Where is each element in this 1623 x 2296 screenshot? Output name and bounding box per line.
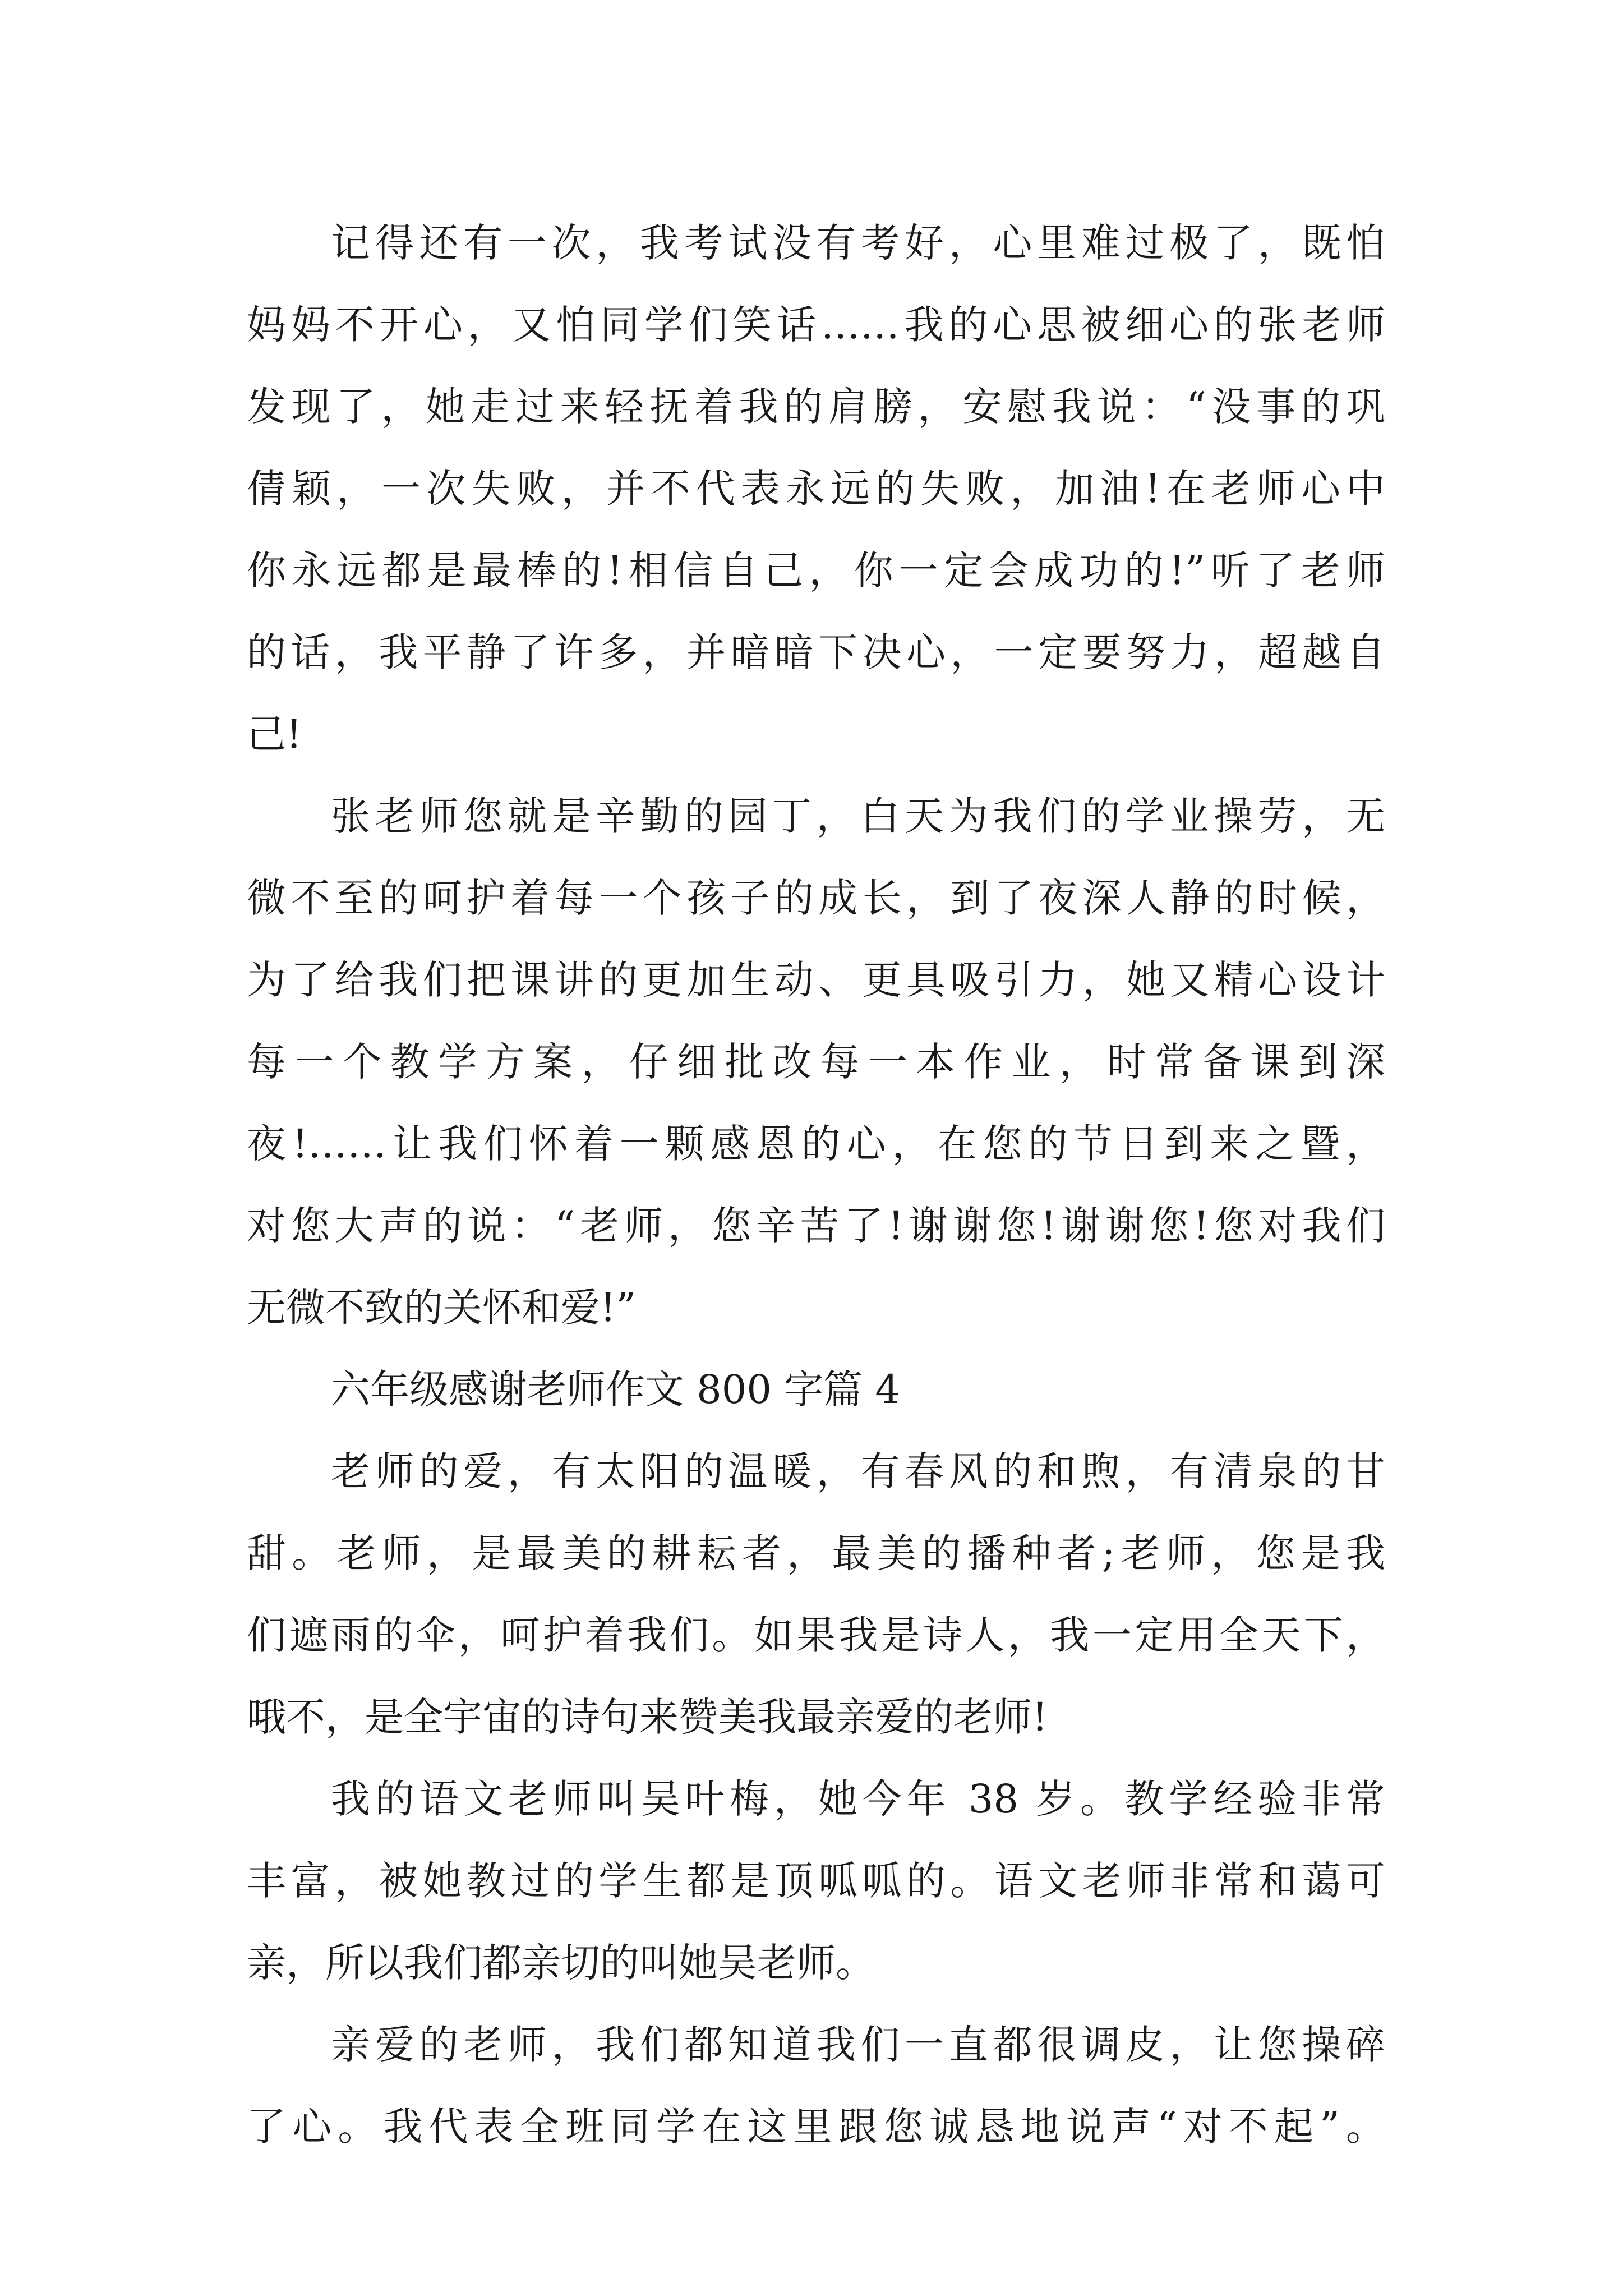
heading-text: 六年级感谢老师作文 800 字篇 4 <box>331 1366 900 1412</box>
text-line: 夜!……让我们怀着一颗感恩的心，在您的节日到来之暨， <box>247 1121 1385 1167</box>
paragraph-4 <box>247 1758 1385 2004</box>
paragraph-1 <box>247 202 1385 775</box>
text-line: 己! <box>247 711 302 757</box>
text-line: 倩颖，一次失败，并不代表永远的失败，加油!在老师心中 <box>247 466 1385 512</box>
text-line: 每一个教学方案，仔细批改每一本作业，时常备课到深 <box>247 1039 1385 1085</box>
document-body <box>247 202 1385 2168</box>
section-heading <box>247 1349 1385 1430</box>
text-line: 你永远都是最棒的!相信自己，你一定会成功的!”听了老师 <box>247 547 1385 593</box>
text-line: 甜。老师，是最美的耕耘者，最美的播种者;老师，您是我 <box>247 1530 1385 1576</box>
text-line: 了心。我代表全班同学在这里跟您诚恳地说声“对不起”。 <box>247 2104 1385 2150</box>
paragraph-2 <box>247 775 1385 1349</box>
paragraph-3 <box>247 1430 1385 1758</box>
text-line: 的话，我平静了许多，并暗暗下决心，一定要努力，超越自 <box>247 629 1385 675</box>
text-line: 哦不，是全宇宙的诗句来赞美我最亲爱的老师! <box>247 1694 1048 1740</box>
text-line: 微不至的呵护着每一个孩子的成长，到了夜深人静的时候， <box>247 875 1385 921</box>
text-line: 张老师您就是辛勤的园丁，白天为我们的学业操劳，无 <box>331 793 1385 839</box>
text-line: 无微不致的关怀和爱!” <box>247 1285 636 1331</box>
text-line: 们遮雨的伞，呵护着我们。如果我是诗人，我一定用全天下， <box>247 1612 1385 1658</box>
text-line: 发现了，她走过来轻抚着我的肩膀，安慰我说：“没事的巩 <box>247 384 1385 430</box>
text-line: 记得还有一次，我考试没有考好，心里难过极了，既怕 <box>331 220 1385 266</box>
paragraph-5 <box>247 2004 1385 2168</box>
text-line: 妈妈不开心，又怕同学们笑话……我的心思被细心的张老师 <box>247 302 1385 348</box>
text-line: 对您大声的说：“老师，您辛苦了!谢谢您!谢谢您!您对我们 <box>247 1203 1385 1249</box>
text-line: 亲，所以我们都亲切的叫她吴老师。 <box>247 1940 875 1986</box>
text-line: 老师的爱，有太阳的温暖，有春风的和煦，有清泉的甘 <box>331 1448 1385 1494</box>
text-line: 丰富，被她教过的学生都是顶呱呱的。语文老师非常和蔼可 <box>247 1858 1385 1904</box>
text-line: 亲爱的老师，我们都知道我们一直都很调皮，让您操碎 <box>331 2022 1385 2068</box>
text-line: 为了给我们把课讲的更加生动、更具吸引力，她又精心设计 <box>247 957 1385 1003</box>
text-line: 我的语文老师叫吴叶梅，她今年 38 岁。教学经验非常 <box>331 1776 1385 1822</box>
